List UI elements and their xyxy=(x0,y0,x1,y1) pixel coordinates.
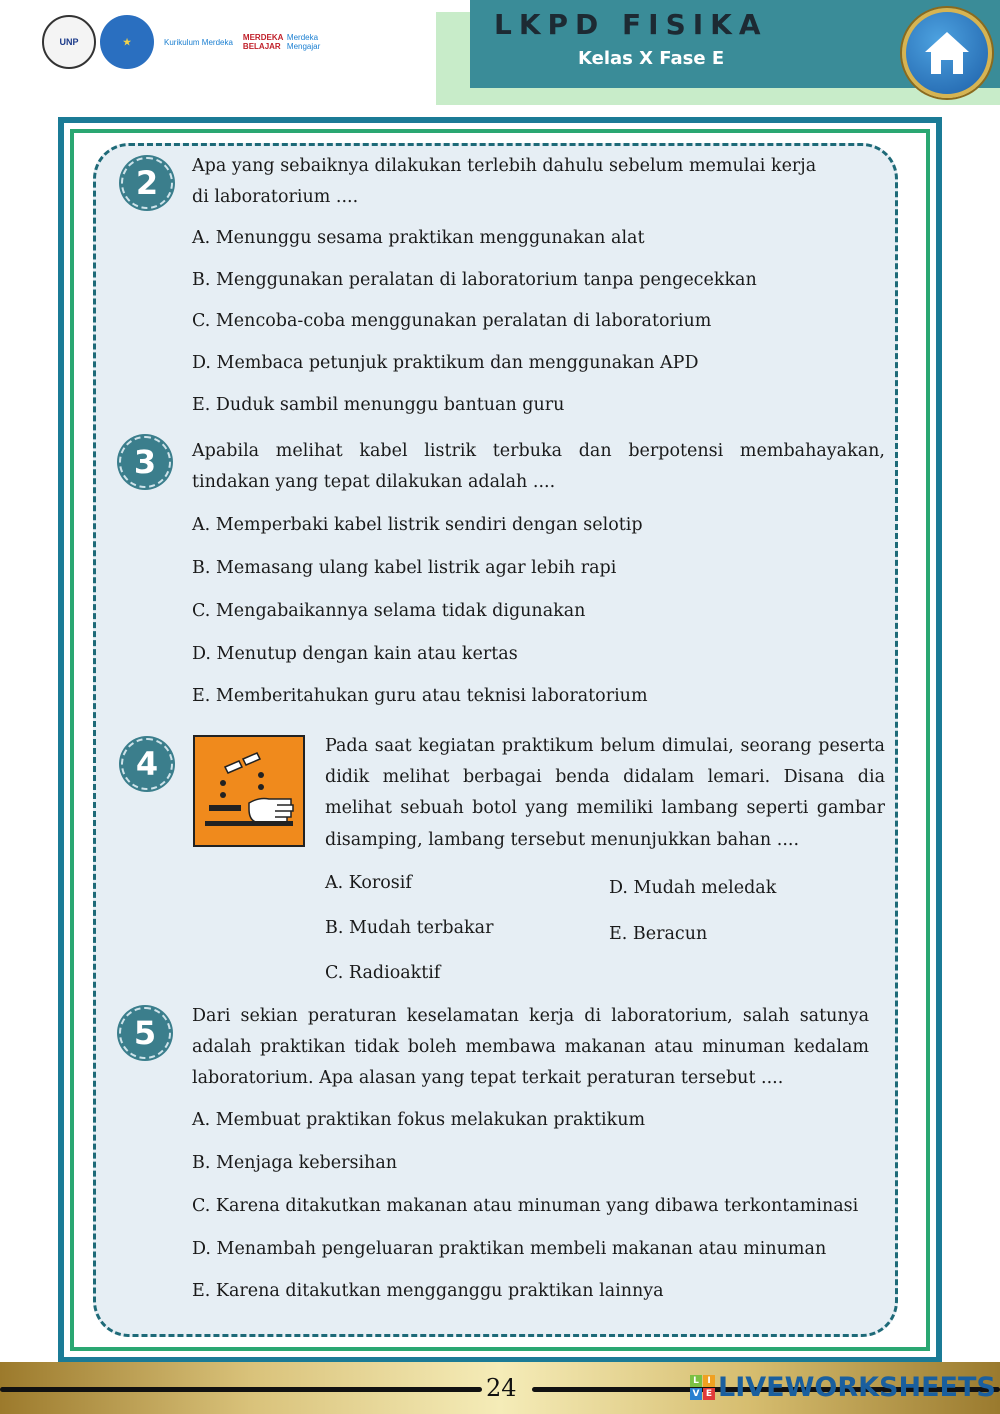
answer-option[interactable]: C. Radioaktif xyxy=(325,963,441,983)
question-text: Dari sekian peraturan keselamatan kerja di laboratorium, salah satunya xyxy=(192,1006,869,1026)
merdeka-mengajar-logo: Merdeka Mengajar xyxy=(286,33,321,51)
question-text: laboratorium. Apa alasan yang tepat terkait peraturan tersebut .... xyxy=(192,1068,784,1088)
question-text: tindakan yang tepat dilakukan adalah .... xyxy=(192,472,556,492)
question-text: didik melihat berbagai benda didalam lemari. Disana dia xyxy=(325,767,885,787)
answer-option[interactable]: D. Menutup dengan kain atau kertas xyxy=(192,644,518,664)
answer-option[interactable]: A. Menunggu sesama praktikan menggunakan alat xyxy=(192,228,645,248)
liveworksheets-logo[interactable] xyxy=(690,1372,996,1403)
question-text: Pada saat kegiatan praktikum belum dimulai, seorang peserta xyxy=(325,736,885,756)
liveworksheets-icon xyxy=(690,1375,715,1400)
answer-option[interactable]: E. Karena ditakutkan mengganggu praktikan lainnya xyxy=(192,1281,664,1301)
question-text: melihat sebuah botol yang memiliki lambang seperti gambar xyxy=(325,798,885,818)
question-text: Apabila melihat kabel listrik terbuka dan berpotensi membahayakan, xyxy=(192,441,885,461)
logo-letter: I xyxy=(703,1375,715,1387)
tut-wuri-logo: ★ xyxy=(100,15,154,69)
answer-option[interactable]: A. Membuat praktikan fokus melakukan praktikum xyxy=(192,1110,646,1130)
answer-option[interactable]: E. Beracun xyxy=(609,924,708,944)
unp-logo: UNP xyxy=(42,15,96,69)
answer-option[interactable]: A. Memperbaki kabel listrik sendiri dengan selotip xyxy=(192,515,643,535)
question-number-4: 4 xyxy=(121,738,173,790)
answer-option[interactable]: C. Karena ditakutkan makanan atau minuman yang dibawa terkontaminasi xyxy=(192,1196,859,1216)
answer-option[interactable]: B. Memasang ulang kabel listrik agar lebih rapi xyxy=(192,558,617,578)
logo-letter: E xyxy=(703,1388,715,1400)
question-text: Apa yang sebaiknya dilakukan terlebih dahulu sebelum memulai kerja xyxy=(192,156,817,176)
answer-option[interactable]: C. Mengabaikannya selama tidak digunakan xyxy=(192,601,586,621)
home-button[interactable] xyxy=(902,8,992,98)
answer-option[interactable]: B. Menjaga kebersihan xyxy=(192,1153,398,1173)
answer-option[interactable]: E. Memberitahukan guru atau teknisi laboratorium xyxy=(192,686,648,706)
answer-option[interactable]: D. Menambah pengeluaran praktikan membeli makanan atau minuman xyxy=(192,1239,827,1259)
question-text: di laboratorium .... xyxy=(192,187,359,207)
page-number: 24 xyxy=(486,1374,517,1402)
answer-option[interactable]: D. Membaca petunjuk praktikum dan menggunakan APD xyxy=(192,353,699,373)
logos xyxy=(42,14,327,70)
corrosive-icon xyxy=(195,737,303,845)
logo-letter: V xyxy=(690,1388,702,1400)
liveworksheets-text: LIVEWORKSHEETS xyxy=(718,1372,996,1403)
kurikulum-merdeka-logo: Kurikulum Merdeka xyxy=(164,37,233,47)
answer-option[interactable]: C. Mencoba-coba menggunakan peralatan di laboratorium xyxy=(192,311,712,331)
home-icon xyxy=(923,30,971,76)
question-number-3: 3 xyxy=(119,436,171,488)
answer-option[interactable]: E. Duduk sambil menunggu bantuan guru xyxy=(192,395,565,415)
answer-option[interactable]: D. Mudah meledak xyxy=(609,878,777,898)
question-number-5: 5 xyxy=(119,1007,171,1059)
page-subtitle: Kelas X Fase E xyxy=(578,48,725,69)
answer-option[interactable]: A. Korosif xyxy=(325,873,412,893)
logo-letter: L xyxy=(690,1375,702,1387)
corrosive-hazard-image xyxy=(193,735,305,847)
question-text: adalah praktikan tidak boleh membawa makanan atau minuman kedalam xyxy=(192,1037,869,1057)
footer-divider-left xyxy=(0,1387,482,1392)
answer-option[interactable]: B. Menggunakan peralatan di laboratorium tanpa pengecekkan xyxy=(192,270,757,290)
answer-option[interactable]: B. Mudah terbakar xyxy=(325,918,494,938)
page-title: LKPD FISIKA xyxy=(494,8,768,41)
question-text: disamping, lambang tersebut menunjukkan bahan .... xyxy=(325,830,800,850)
question-number-2: 2 xyxy=(121,157,173,209)
merdeka-belajar-logo: MERDEKA BELAJAR xyxy=(242,33,284,51)
